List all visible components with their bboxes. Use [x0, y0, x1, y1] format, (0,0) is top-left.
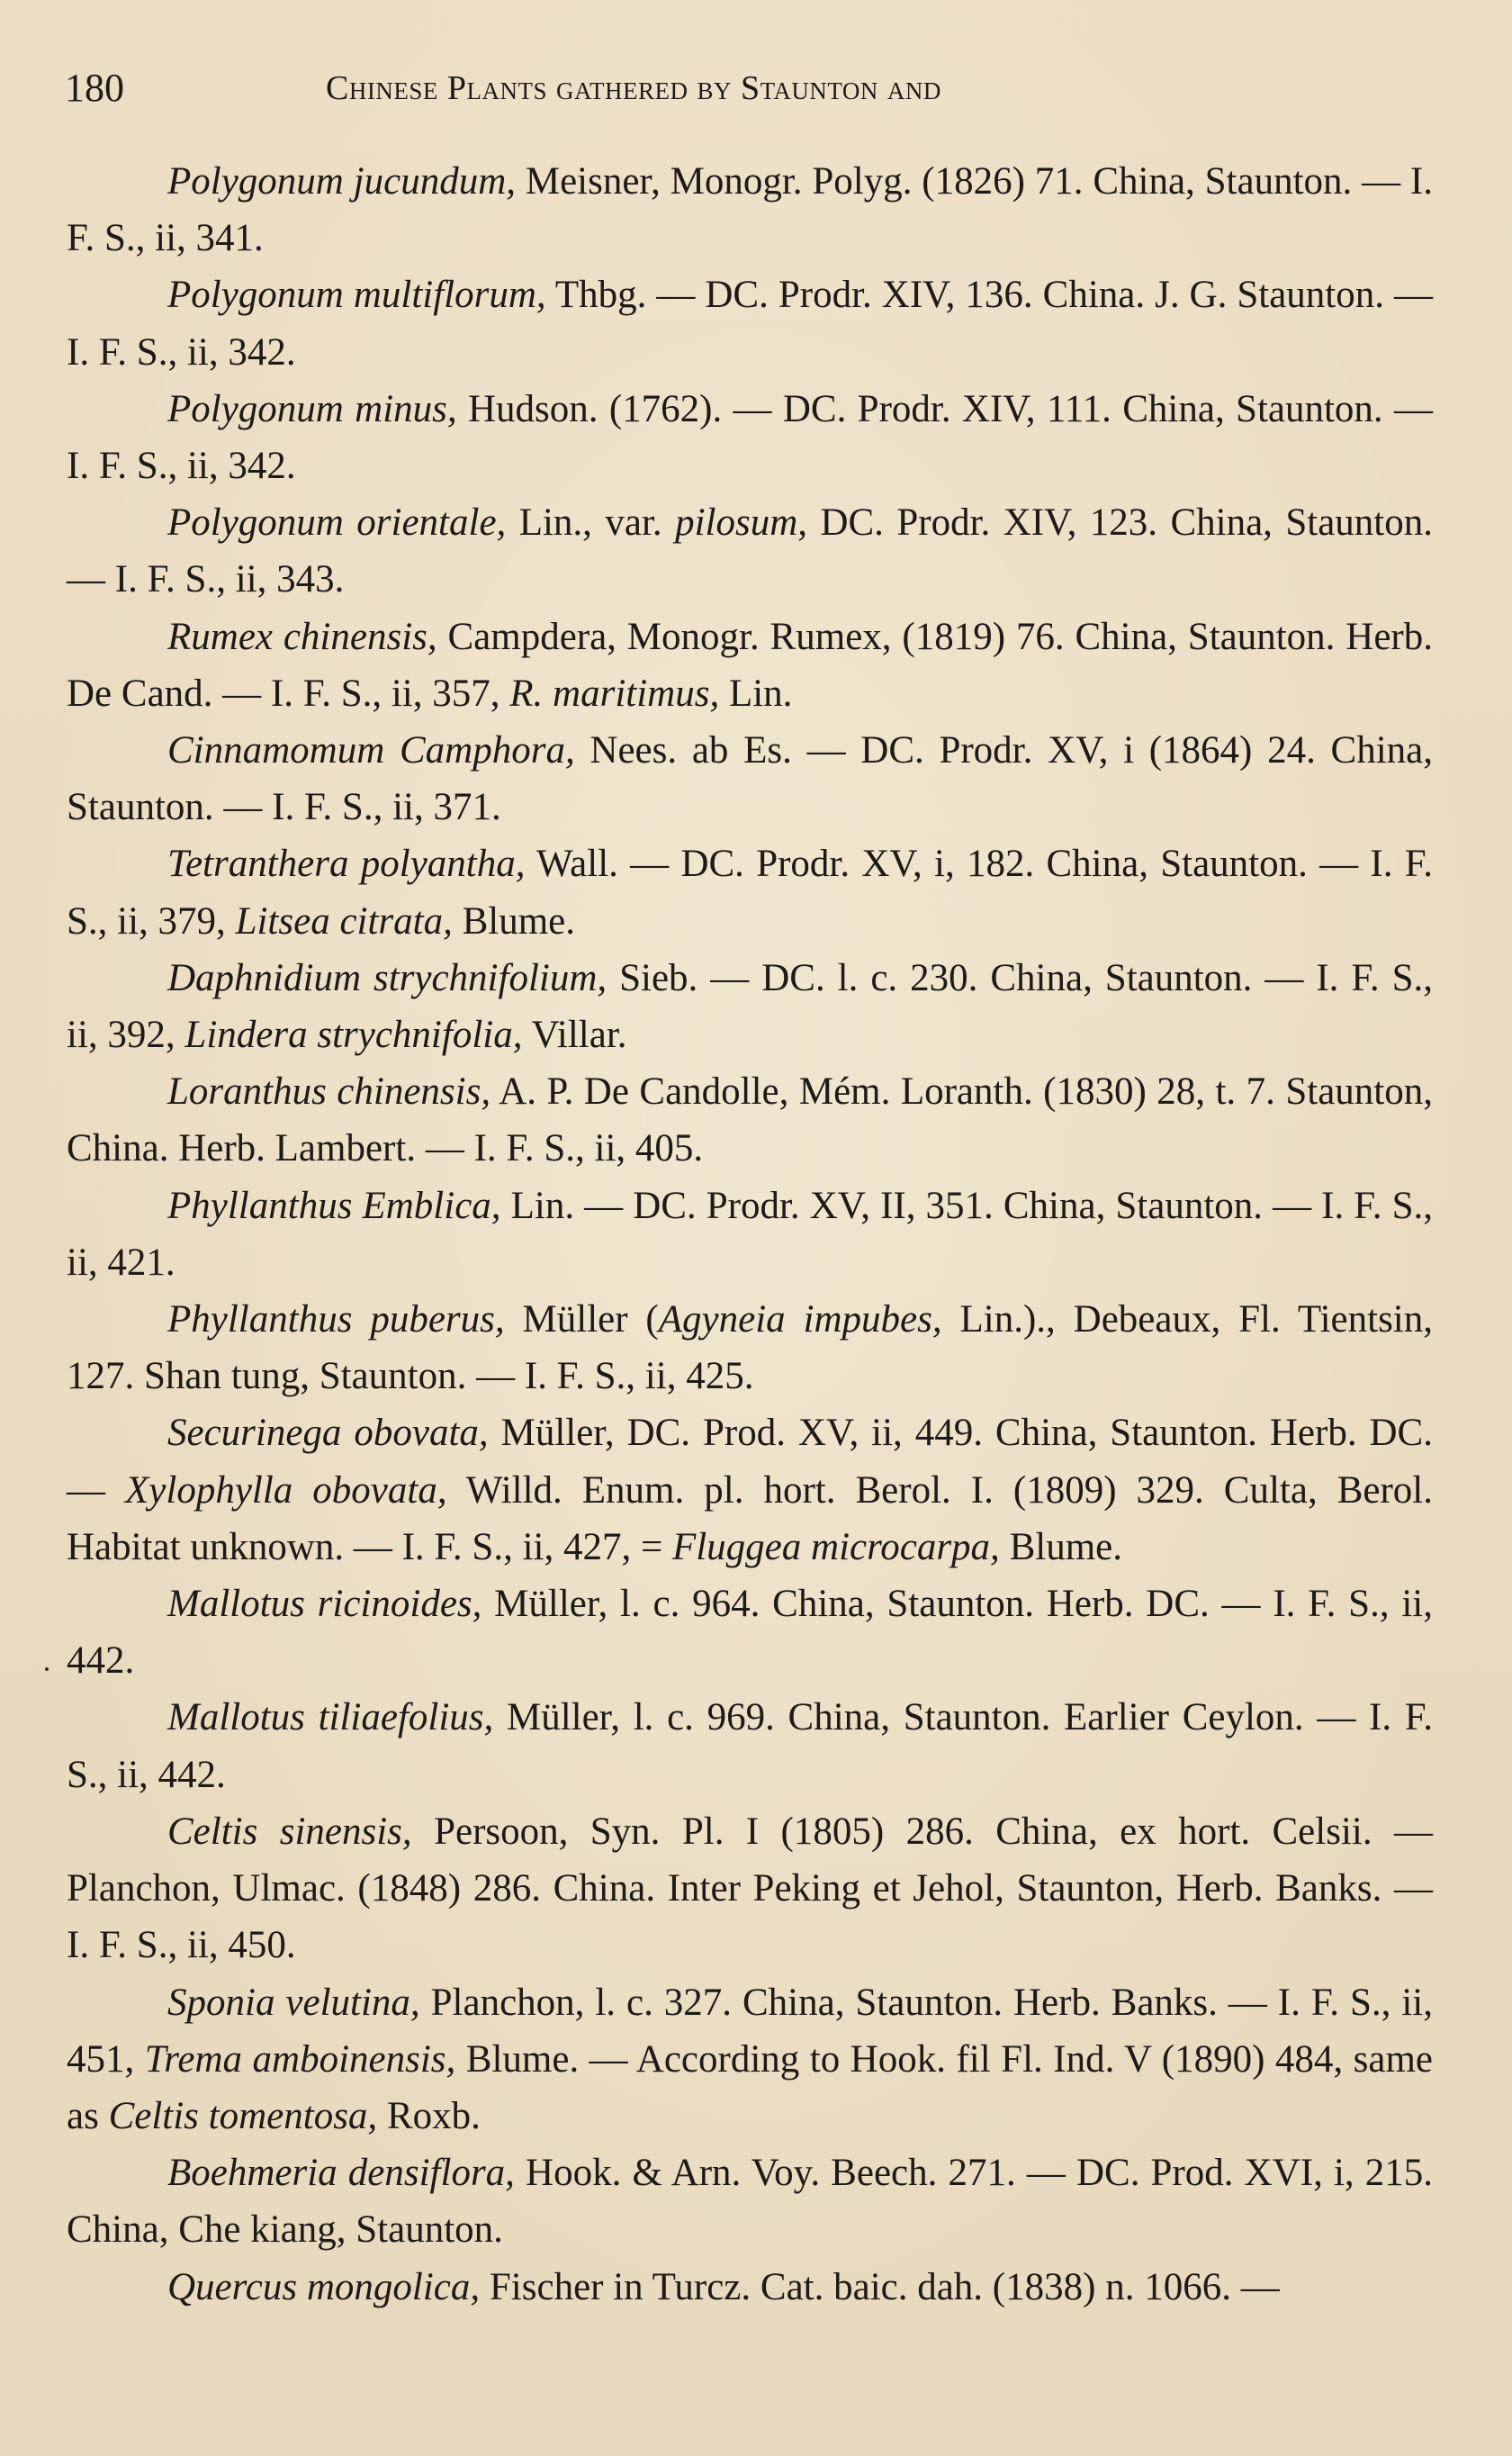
entry-text: Campdera, Monogr. Rumex, (1819) 76. China, Staunton. Herb. De Cand. — I. F. S., ii, 357,	[67, 615, 1433, 715]
entry-text: Müller, DC. Prod. XV, ii, 449. China, Staunton. Herb. DC. —	[67, 1412, 1433, 1512]
entry-text: Blume.	[999, 1525, 1122, 1568]
entry-text: Lin.	[719, 672, 793, 715]
italic-name: Polygonum minus,	[167, 387, 457, 430]
entry-text: Thbg. — DC. Prodr. XIV, 136. China. J. G. Staunton. — I. F. S., ii, 342.	[67, 274, 1433, 374]
page-header	[65, 61, 1433, 115]
entry-text: Meisner, Monogr. Polyg. (1826) 71. China, Staunton. — I. F. S.,	[67, 160, 1433, 260]
italic-name: Boehmeria densiflora,	[167, 2152, 515, 2195]
species-entry	[67, 494, 1433, 608]
italic-name: Polygonum orientale,	[167, 501, 507, 545]
page-number: 180	[65, 66, 124, 110]
species-entry	[67, 1803, 1433, 1974]
species-entry	[67, 1576, 1433, 1689]
species-entry	[67, 266, 1433, 380]
entry-text: , 341.	[176, 217, 264, 260]
entry-text: Wall. — DC. Prodr. XV, i, 182. China, Staunton. — I. F. S., ii, 379,	[67, 843, 1433, 943]
entry-text: Müller, l. c. 964. China, Staunton. Herb. DC. — I. F. S., ii, 442.	[67, 1583, 1433, 1683]
entry-text: Lin., var.	[506, 501, 676, 545]
italic-name: Litsea citrata,	[235, 899, 453, 943]
italic-name: Daphnidium strychnifolium,	[167, 956, 608, 999]
paper-speck	[45, 1667, 49, 1671]
entry-text: Hook. & Arn. Voy. Beech. 271. — DC. Prod. XVI, i, 215. China, Che kiang, Staunton.	[67, 2152, 1433, 2252]
entry-text: Lin.)., Debeaux, Fl. Tientsin, 127. Shan tung, Staunton. — I. F. S., ii, 425.	[67, 1298, 1434, 1398]
species-entry	[67, 1291, 1433, 1404]
entry-text: A. P. De Candolle, Mém. Loranth. (1830) 28, t. 7. Staunton, China. Herb. Lambert. — I. F. S., ii, 405.	[67, 1070, 1433, 1170]
italic-name: pilosum,	[675, 501, 808, 545]
entry-text: Blume. — According to Hook. fil Fl. Ind. V (1890) 484, same as	[67, 2037, 1433, 2137]
species-entry	[67, 1689, 1433, 1802]
entry-text: Sieb. — DC. l. c. 230. China, Staunton. — I. F. S., ii, 392,	[67, 956, 1433, 1057]
entry-text: Müller, l. c. 969. China, Staunton. Earlier Ceylon. — I. F. S., ii, 442.	[67, 1696, 1434, 1796]
italic-name: Sponia velutina,	[167, 1981, 420, 2024]
entry-text: Planchon, l. c. 327. China, Staunton. Herb. Banks. — I. F. S., ii, 451,	[67, 1981, 1433, 2081]
plant-list-text	[67, 153, 1433, 2316]
species-entry	[67, 722, 1433, 835]
species-entry	[67, 2144, 1433, 2258]
species-entry	[67, 381, 1433, 494]
italic-name: Trema amboinensis,	[144, 2037, 456, 2081]
italic-name: Securinega obovata,	[167, 1412, 489, 1455]
species-entry	[67, 835, 1433, 949]
italic-name: Celtis tomentosa,	[108, 2094, 378, 2137]
italic-name: Polygonum jucundum,	[167, 160, 517, 203]
italic-name: Quercus mongolica,	[167, 2265, 481, 2308]
species-entry	[67, 1404, 1433, 1576]
italic-name: Xylophylla obovata,	[125, 1468, 447, 1512]
entry-text: DC. Prodr. XIV, 123. China, Staunton. — I. F. S., ii, 343.	[67, 501, 1433, 601]
entry-text: Nees. ab Es. — DC. Prodr. XV, i (1864) 24. China, Staunton. — I. F. S., ii, 371.	[67, 729, 1433, 829]
italic-name: Celtis sinensis,	[167, 1810, 412, 1853]
italic-name: Tetranthera polyantha,	[167, 843, 526, 886]
italic-name: Lindera strychnifolia,	[184, 1014, 523, 1057]
entry-text: Hudson. (1762). — DC. Prodr. XIV, 111. China, Staunton. — I. F. S., ii, 342.	[67, 387, 1433, 488]
entry-text: Willd. Enum. pl. hort. Berol. I. (1809) 329. Culta, Berol. Habitat unknown. — I. F. S., ii, 427, =	[67, 1468, 1433, 1568]
entry-text: ii	[155, 217, 177, 260]
entry-text: Persoon, Syn. Pl. I (1805) 286. China, ex hort. Celsii. — Planchon, Ulmac. (1848) 286. China. Inter Peking et Jehol, Staunton, Herb. Banks. — I. F. S., ii, 450.	[67, 1810, 1433, 1967]
italic-name: Cinnamomum Camphora,	[167, 729, 575, 772]
entry-text: Fischer in Turcz. Cat. baic. dah. (1838) n. 1066. —	[480, 2265, 1280, 2308]
entry-text: Roxb.	[377, 2094, 481, 2137]
running-title: Chinese Plants gathered by Staunton and	[326, 69, 941, 107]
species-entry	[67, 1178, 1433, 1291]
italic-name: Phyllanthus Emblica,	[167, 1184, 501, 1227]
italic-name: Polygonum multiflorum,	[167, 274, 546, 317]
species-entry	[67, 609, 1433, 722]
species-entry	[67, 153, 1433, 266]
italic-name: Loranthus chinensis,	[167, 1070, 491, 1114]
italic-name: Phyllanthus puberus,	[167, 1298, 505, 1341]
italic-name: Agyneia impubes,	[658, 1298, 942, 1341]
entry-text: Lin. — DC. Prodr. XV, II, 351. China, Staunton. — I. F. S., ii, 421.	[67, 1184, 1433, 1284]
italic-name: R. maritimus,	[509, 672, 720, 715]
italic-name: Fluggea microcarpa,	[671, 1525, 1000, 1568]
species-entry	[67, 950, 1433, 1063]
italic-name: Mallotus ricinoides,	[167, 1583, 482, 1626]
italic-name: Mallotus tiliaefolius,	[167, 1696, 494, 1739]
entry-text: Villar.	[522, 1014, 627, 1057]
entry-text: Blume.	[452, 899, 576, 943]
species-entry	[67, 1063, 1433, 1177]
entry-text: Müller (	[504, 1298, 659, 1341]
species-entry	[67, 2259, 1433, 2316]
species-entry	[67, 1974, 1433, 2145]
italic-name: Rumex chinensis,	[167, 615, 437, 658]
